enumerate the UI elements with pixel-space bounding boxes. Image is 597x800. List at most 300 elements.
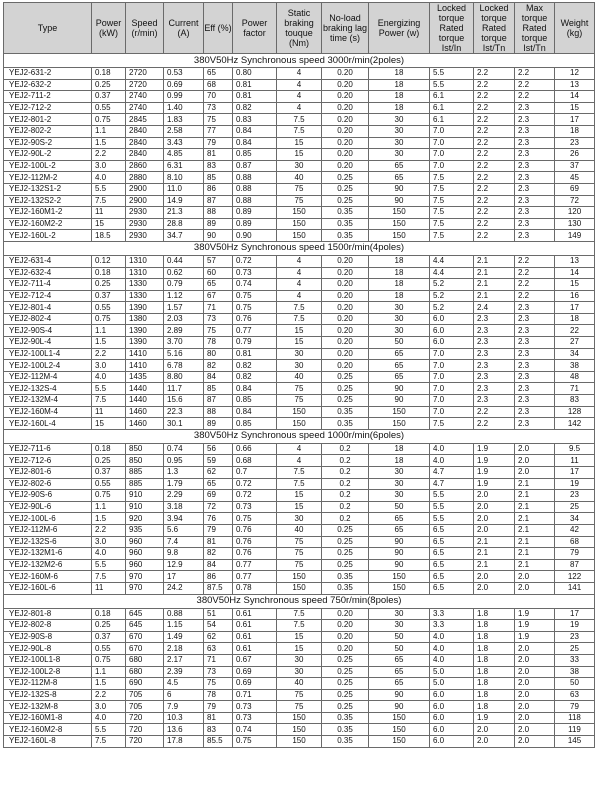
- table-cell: 7.5: [430, 230, 474, 242]
- table-body: [4, 54, 595, 748]
- table-cell: 149: [555, 230, 595, 242]
- table-cell: 7.0: [430, 125, 474, 137]
- table-cell: 150: [277, 230, 322, 242]
- table-cell: 2.3: [515, 114, 555, 126]
- table-cell: 69: [555, 183, 595, 195]
- table-cell: 0.25: [92, 455, 126, 467]
- table-cell: 78: [204, 337, 233, 349]
- table-cell: 4.0: [92, 172, 126, 184]
- table-cell: 2740: [126, 91, 164, 103]
- table-cell: 70: [204, 91, 233, 103]
- table-cell: 150: [277, 571, 322, 583]
- table-cell: 65: [369, 654, 430, 666]
- table-row: [4, 666, 595, 678]
- table-cell: 935: [126, 524, 164, 536]
- table-cell: 0.61: [233, 631, 277, 643]
- table-row: [4, 360, 595, 372]
- table-cell: 1390: [126, 302, 164, 314]
- table-cell: 2.3: [515, 302, 555, 314]
- table-row: [4, 383, 595, 395]
- table-cell: 7.0: [430, 348, 474, 360]
- table-cell: 82: [204, 360, 233, 372]
- table-row: [4, 467, 595, 479]
- table-cell: 0.84: [233, 137, 277, 149]
- table-cell: 2.1: [515, 490, 555, 502]
- col-header-locked-ist-tn: Locked torque Rated torque Ist/Tn: [474, 3, 515, 54]
- table-cell: 9.8: [164, 548, 204, 560]
- table-cell: YEJ2-801-8: [4, 608, 92, 620]
- table-row: [4, 149, 595, 161]
- table-cell: 2.3: [474, 325, 515, 337]
- table-cell: 2.3: [515, 102, 555, 114]
- table-cell: 6.0: [430, 701, 474, 713]
- table-cell: 2.3: [515, 195, 555, 207]
- table-cell: 4.0: [92, 712, 126, 724]
- table-cell: 1330: [126, 290, 164, 302]
- table-cell: 18: [369, 455, 430, 467]
- table-row: [4, 267, 595, 279]
- table-cell: YEJ2-90S-8: [4, 631, 92, 643]
- table-row: [4, 559, 595, 571]
- table-cell: 60: [204, 267, 233, 279]
- table-cell: 1.8: [474, 654, 515, 666]
- table-cell: 1.49: [164, 631, 204, 643]
- table-row: [4, 114, 595, 126]
- table-cell: 65: [369, 678, 430, 690]
- table-cell: 75: [277, 548, 322, 560]
- table-cell: 12: [555, 68, 595, 80]
- table-cell: 5.0: [430, 678, 474, 690]
- table-cell: 720: [126, 736, 164, 748]
- table-cell: 910: [126, 501, 164, 513]
- table-cell: 0.20: [322, 160, 369, 172]
- table-cell: 4.0: [430, 631, 474, 643]
- table-cell: 4: [277, 79, 322, 91]
- table-cell: 90: [369, 548, 430, 560]
- table-cell: 0.75: [233, 736, 277, 748]
- table-cell: 2.58: [164, 125, 204, 137]
- table-row: [4, 582, 595, 594]
- table-cell: 2.2: [474, 418, 515, 430]
- table-cell: YEJ2-112M-8: [4, 678, 92, 690]
- table-cell: 0.99: [164, 91, 204, 103]
- table-cell: 0.66: [233, 443, 277, 455]
- table-cell: 85: [204, 383, 233, 395]
- table-cell: 2.2: [515, 267, 555, 279]
- table-cell: 4: [277, 102, 322, 114]
- table-cell: 0.55: [92, 478, 126, 490]
- table-cell: 0.20: [322, 79, 369, 91]
- table-cell: 5.5: [92, 383, 126, 395]
- table-cell: 150: [369, 571, 430, 583]
- table-cell: 1.40: [164, 102, 204, 114]
- table-cell: 3.3: [430, 620, 474, 632]
- table-cell: YEJ2-100L1-8: [4, 654, 92, 666]
- table-cell: 2.2: [474, 114, 515, 126]
- table-cell: 2.3: [515, 149, 555, 161]
- table-cell: 2.18: [164, 643, 204, 655]
- table-cell: 30: [277, 654, 322, 666]
- table-cell: 0.88: [233, 172, 277, 184]
- table-cell: YEJ2-112M-4: [4, 371, 92, 383]
- table-cell: 119: [555, 724, 595, 736]
- table-cell: 0.44: [164, 255, 204, 267]
- table-cell: 48: [555, 371, 595, 383]
- table-row: [4, 701, 595, 713]
- table-cell: 0.77: [233, 325, 277, 337]
- table-cell: 0.61: [233, 620, 277, 632]
- col-header-weight: Weight (kg): [555, 3, 595, 54]
- table-row: [4, 631, 595, 643]
- table-cell: 0.37: [92, 467, 126, 479]
- table-cell: 1.8: [474, 701, 515, 713]
- table-cell: 2.2: [474, 172, 515, 184]
- table-cell: 17.8: [164, 736, 204, 748]
- table-cell: 4: [277, 68, 322, 80]
- table-cell: 90: [369, 195, 430, 207]
- table-cell: 11: [555, 455, 595, 467]
- table-cell: 2.2: [515, 79, 555, 91]
- table-cell: 7.5: [277, 125, 322, 137]
- table-cell: 720: [126, 724, 164, 736]
- table-row: [4, 620, 595, 632]
- table-cell: 2.2: [474, 207, 515, 219]
- table-cell: 85: [204, 172, 233, 184]
- table-cell: 0.20: [322, 279, 369, 291]
- table-cell: 1.3: [164, 467, 204, 479]
- table-cell: 0.35: [322, 736, 369, 748]
- table-cell: YEJ2-160M1-2: [4, 207, 92, 219]
- table-cell: 6: [164, 689, 204, 701]
- table-cell: 25: [555, 643, 595, 655]
- table-cell: 13: [555, 79, 595, 91]
- table-cell: 960: [126, 536, 164, 548]
- table-cell: 0.77: [233, 559, 277, 571]
- table-cell: 2845: [126, 114, 164, 126]
- table-cell: 1.1: [92, 666, 126, 678]
- table-cell: 7.5: [430, 418, 474, 430]
- table-cell: 0.20: [322, 337, 369, 349]
- table-cell: 1410: [126, 348, 164, 360]
- table-cell: 26: [555, 149, 595, 161]
- table-cell: 2.3: [515, 348, 555, 360]
- table-cell: YEJ2-100L2-4: [4, 360, 92, 372]
- table-cell: 0.72: [233, 255, 277, 267]
- table-cell: 0.73: [233, 701, 277, 713]
- table-cell: 11: [92, 406, 126, 418]
- table-cell: 150: [277, 418, 322, 430]
- table-cell: 1390: [126, 325, 164, 337]
- table-cell: 2.2: [474, 91, 515, 103]
- table-cell: 4.0: [92, 371, 126, 383]
- table-cell: 7.5: [277, 620, 322, 632]
- table-cell: 2.3: [515, 383, 555, 395]
- table-cell: 0.85: [233, 395, 277, 407]
- table-cell: 7.0: [430, 149, 474, 161]
- table-cell: 6.5: [430, 524, 474, 536]
- table-cell: 6.0: [430, 325, 474, 337]
- col-header-no-load-braking-lag: No-load braking lag time (s): [322, 3, 369, 54]
- table-cell: 6.5: [430, 548, 474, 560]
- table-cell: 2.2: [515, 255, 555, 267]
- table-cell: 0.2: [322, 455, 369, 467]
- table-cell: 6.5: [430, 559, 474, 571]
- table-cell: 45: [555, 172, 595, 184]
- table-cell: 2.3: [515, 218, 555, 230]
- table-cell: 0.84: [233, 383, 277, 395]
- table-cell: 150: [277, 218, 322, 230]
- table-cell: 6.31: [164, 160, 204, 172]
- table-cell: 0.74: [233, 279, 277, 291]
- table-cell: 2.3: [515, 207, 555, 219]
- table-cell: 68: [555, 536, 595, 548]
- table-row: [4, 325, 595, 337]
- table-cell: 0.25: [322, 371, 369, 383]
- section-header-row: [4, 54, 595, 68]
- table-cell: YEJ2-160M1-8: [4, 712, 92, 724]
- table-cell: 73: [204, 102, 233, 114]
- table-cell: 28.8: [164, 218, 204, 230]
- table-cell: 89: [204, 418, 233, 430]
- table-cell: 0.25: [92, 279, 126, 291]
- table-cell: 5.5: [430, 68, 474, 80]
- table-row: [4, 736, 595, 748]
- table-cell: 0.95: [164, 455, 204, 467]
- table-cell: 0.75: [233, 290, 277, 302]
- table-cell: 6.78: [164, 360, 204, 372]
- table-cell: 15: [277, 501, 322, 513]
- table-cell: YEJ2-802-8: [4, 620, 92, 632]
- table-cell: 670: [126, 643, 164, 655]
- table-cell: 0.35: [322, 418, 369, 430]
- table-cell: 4: [277, 267, 322, 279]
- table-cell: 960: [126, 559, 164, 571]
- table-cell: 2880: [126, 172, 164, 184]
- table-cell: 970: [126, 571, 164, 583]
- table-cell: YEJ2-90S-6: [4, 490, 92, 502]
- table-row: [4, 302, 595, 314]
- table-cell: 65: [369, 666, 430, 678]
- table-cell: 0.18: [92, 608, 126, 620]
- table-cell: 0.55: [92, 102, 126, 114]
- table-cell: 1410: [126, 360, 164, 372]
- table-row: [4, 160, 595, 172]
- table-cell: YEJ2-631-4: [4, 255, 92, 267]
- col-header-current: Current (A): [164, 3, 204, 54]
- table-cell: 5.5: [92, 724, 126, 736]
- table-cell: 2.1: [515, 536, 555, 548]
- table-cell: 150: [369, 418, 430, 430]
- table-cell: 150: [369, 582, 430, 594]
- table-cell: 1380: [126, 313, 164, 325]
- table-row: [4, 337, 595, 349]
- table-cell: 5.2: [430, 302, 474, 314]
- table-cell: 0.20: [322, 631, 369, 643]
- table-cell: 705: [126, 689, 164, 701]
- table-cell: 57: [204, 255, 233, 267]
- table-cell: 0.20: [322, 608, 369, 620]
- table-cell: 2.1: [515, 501, 555, 513]
- table-cell: 2.0: [515, 689, 555, 701]
- table-cell: YEJ2-712-6: [4, 455, 92, 467]
- table-cell: 0.18: [92, 68, 126, 80]
- table-cell: 4.7: [430, 478, 474, 490]
- table-cell: 80: [204, 348, 233, 360]
- table-cell: 7.0: [430, 160, 474, 172]
- table-cell: 1440: [126, 395, 164, 407]
- table-cell: 0.25: [322, 666, 369, 678]
- table-cell: 11.0: [164, 183, 204, 195]
- table-cell: 0.35: [322, 712, 369, 724]
- table-cell: 6.0: [430, 736, 474, 748]
- table-cell: 2.3: [474, 383, 515, 395]
- table-row: [4, 571, 595, 583]
- table-cell: 71: [555, 383, 595, 395]
- table-cell: 2840: [126, 149, 164, 161]
- table-cell: 5.0: [430, 666, 474, 678]
- table-cell: 1.79: [164, 478, 204, 490]
- table-cell: 2.2: [474, 183, 515, 195]
- table-cell: 3.18: [164, 501, 204, 513]
- table-cell: 0.20: [322, 137, 369, 149]
- table-row: [4, 207, 595, 219]
- table-cell: 67: [204, 290, 233, 302]
- motor-spec-table: [3, 2, 595, 748]
- table-cell: 86: [204, 183, 233, 195]
- table-cell: 50: [369, 337, 430, 349]
- table-cell: 6.1: [430, 102, 474, 114]
- table-cell: 22.3: [164, 406, 204, 418]
- table-cell: 7.0: [430, 383, 474, 395]
- table-cell: 65: [369, 360, 430, 372]
- table-cell: 15.6: [164, 395, 204, 407]
- table-cell: 14: [555, 267, 595, 279]
- table-cell: 83: [204, 160, 233, 172]
- table-cell: 0.72: [233, 478, 277, 490]
- table-cell: 690: [126, 678, 164, 690]
- table-cell: YEJ2-712-2: [4, 102, 92, 114]
- table-cell: 4: [277, 279, 322, 291]
- section-title: 380V50Hz Synchronous speed 1000r/min(6poles): [4, 429, 595, 443]
- table-cell: 0.74: [164, 443, 204, 455]
- table-cell: 4: [277, 455, 322, 467]
- table-cell: YEJ2-160L-2: [4, 230, 92, 242]
- table-cell: YEJ2-711-6: [4, 443, 92, 455]
- table-cell: 0.72: [233, 490, 277, 502]
- table-row: [4, 418, 595, 430]
- table-cell: YEJ2-160L-8: [4, 736, 92, 748]
- table-cell: YEJ2-160M2-2: [4, 218, 92, 230]
- table-cell: 0.7: [233, 467, 277, 479]
- table-cell: 1.9: [474, 467, 515, 479]
- table-cell: 2.3: [515, 125, 555, 137]
- table-cell: 150: [277, 724, 322, 736]
- table-cell: 2.3: [515, 360, 555, 372]
- table-cell: 14.9: [164, 195, 204, 207]
- table-cell: 0.20: [322, 643, 369, 655]
- table-cell: 150: [277, 207, 322, 219]
- table-cell: 15: [277, 490, 322, 502]
- table-cell: 1.5: [92, 337, 126, 349]
- table-cell: 63: [204, 643, 233, 655]
- table-cell: 142: [555, 418, 595, 430]
- table-cell: 4.0: [430, 455, 474, 467]
- table-cell: YEJ2-160M-6: [4, 571, 92, 583]
- table-cell: 1.9: [474, 455, 515, 467]
- table-cell: 2.1: [515, 548, 555, 560]
- table-cell: YEJ2-132S1-2: [4, 183, 92, 195]
- table-cell: 2.0: [474, 736, 515, 748]
- table-row: [4, 79, 595, 91]
- table-cell: 75: [277, 383, 322, 395]
- table-cell: 75: [277, 559, 322, 571]
- table-cell: 2.0: [515, 678, 555, 690]
- table-cell: 2.3: [515, 137, 555, 149]
- table-cell: 145: [555, 736, 595, 748]
- table-cell: 11: [92, 582, 126, 594]
- table-cell: 18.5: [92, 230, 126, 242]
- table-cell: 2.3: [515, 313, 555, 325]
- table-cell: 30: [369, 608, 430, 620]
- table-cell: 15: [92, 418, 126, 430]
- table-cell: 7.5: [277, 114, 322, 126]
- table-cell: 2.39: [164, 666, 204, 678]
- table-cell: 0.25: [322, 172, 369, 184]
- table-cell: 22: [555, 325, 595, 337]
- table-row: [4, 313, 595, 325]
- table-cell: YEJ2-90S-4: [4, 325, 92, 337]
- table-cell: 0.71: [233, 689, 277, 701]
- table-cell: 2.3: [474, 360, 515, 372]
- col-header-locked-ist-in: Locked torque Rated torque Ist/In: [430, 3, 474, 54]
- table-cell: 2.0: [474, 490, 515, 502]
- table-cell: 4.0: [430, 654, 474, 666]
- table-cell: 4.7: [430, 467, 474, 479]
- table-cell: YEJ2-160M2-8: [4, 724, 92, 736]
- table-cell: 79: [204, 524, 233, 536]
- table-cell: 2.3: [515, 325, 555, 337]
- table-cell: 19: [555, 620, 595, 632]
- table-cell: 0.81: [233, 91, 277, 103]
- table-cell: 0.88: [164, 608, 204, 620]
- table-cell: 1390: [126, 337, 164, 349]
- table-cell: 2.0: [474, 582, 515, 594]
- table-cell: 1460: [126, 406, 164, 418]
- table-cell: 75: [204, 325, 233, 337]
- table-cell: 17: [555, 608, 595, 620]
- table-cell: YEJ2-132S-4: [4, 383, 92, 395]
- table-cell: 0.89: [233, 207, 277, 219]
- table-row: [4, 279, 595, 291]
- section-title: 380V50Hz Synchronous speed 1500r/min(4poles): [4, 241, 595, 255]
- table-cell: 13: [555, 255, 595, 267]
- table-cell: 2900: [126, 195, 164, 207]
- table-cell: 65: [369, 160, 430, 172]
- table-cell: YEJ2-632-2: [4, 79, 92, 91]
- table-cell: 2.0: [515, 666, 555, 678]
- table-cell: 1.1: [92, 125, 126, 137]
- table-cell: 30: [277, 666, 322, 678]
- table-cell: 90: [369, 395, 430, 407]
- table-cell: 15: [277, 137, 322, 149]
- table-cell: 0.69: [233, 666, 277, 678]
- table-cell: 50: [369, 501, 430, 513]
- table-cell: 4.0: [92, 548, 126, 560]
- table-cell: 75: [204, 678, 233, 690]
- table-cell: 65: [369, 172, 430, 184]
- table-cell: 83: [204, 724, 233, 736]
- table-row: [4, 218, 595, 230]
